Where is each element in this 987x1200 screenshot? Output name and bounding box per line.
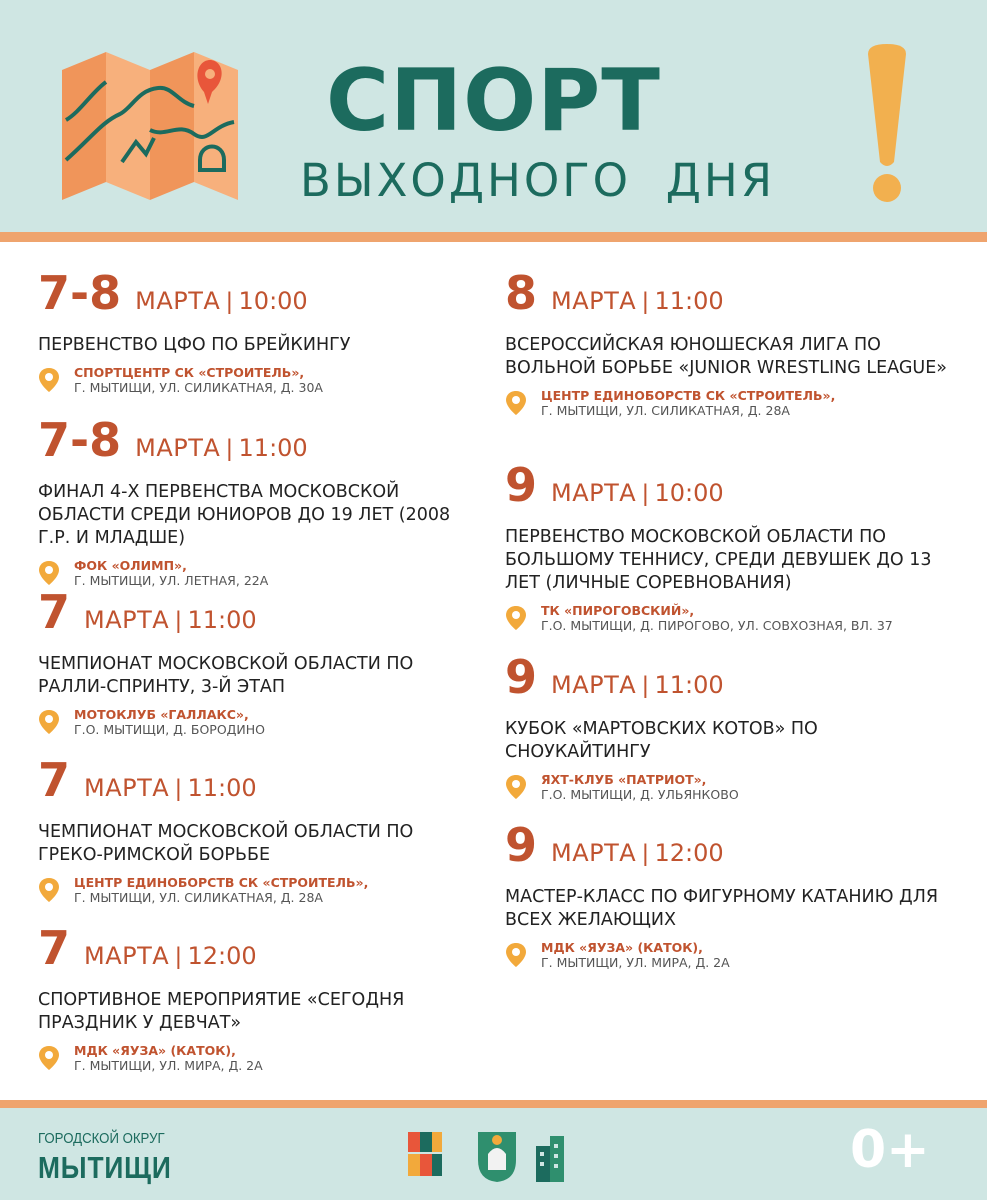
location-pin-icon [505,390,527,416]
event-month: МАРТА [84,774,170,802]
event-title: СПОРТИВНОЕ МЕРОПРИЯТИЕ «СЕГОДНЯ ПРАЗДНИК У ДЕВЧАТ» [38,990,405,1033]
event-month: МАРТА [551,671,637,699]
footer-city-name: МЫТИЩИ [38,1150,172,1185]
event-title: МАСТЕР-КЛАСС ПО ФИГУРНОМУ КАТАНИЮ ДЛЯ ВСЕХ ЖЕЛАЮЩИХ [505,887,939,930]
events-column-right [505,266,965,982]
event-day: 7 [38,585,71,639]
footer-district-label: ГОРОДСКОЙ ОКРУГ [38,1130,165,1147]
footer-divider [0,1100,987,1108]
event-title: ВСЕРОССИЙСКАЯ ЮНОШЕСКАЯ ЛИГА ПО ВОЛЬНОЙ БОРЬБЕ «JUNIOR WRESTLING LEAGUE» [505,335,947,378]
building-logo-icon [536,1136,564,1182]
event-item [38,753,483,925]
event-separator: | [226,288,233,315]
event-item [505,650,965,822]
event-item [38,921,483,1085]
venue-name: ЯХТ-КЛУБ «ПАТРИОТ», [541,772,707,787]
location-pin-icon [38,560,60,586]
event-time: 11:00 [654,287,724,315]
event-day: 9 [505,650,538,704]
event-month: МАРТА [135,434,221,462]
event-separator: | [642,288,649,315]
event-time: 10:00 [238,287,308,315]
event-title: КУБОК «МАРТОВСКИХ КОТОВ» ПО СНОУКАЙТИНГУ [505,719,818,762]
event-time: 10:00 [654,479,724,507]
venue-name: ЦЕНТР ЕДИНОБОРСТВ СК «СТРОИТЕЛЬ», [541,388,836,403]
location-pin-icon [505,942,527,968]
venue-name: МДК «ЯУЗА» (КАТОК), [74,1043,236,1058]
venue-name: МОТОКЛУБ «ГАЛЛАКС», [74,707,249,722]
event-day: 7 [38,921,71,975]
mytishchi-logo-icon [408,1132,442,1176]
event-date [38,266,483,328]
event-day: 7-8 [38,266,122,320]
venue-address: Г.О. МЫТИЩИ, Д. УЛЬЯНКОВО [541,787,739,802]
location-pin-icon [38,1045,60,1071]
age-rating-badge: 0+ [850,1120,930,1180]
exclamation-icon [864,44,910,204]
location-pin-icon [38,709,60,735]
event-separator: | [175,607,182,634]
event-title: ПЕРВЕНСТВО МОСКОВСКОЙ ОБЛАСТИ ПО БОЛЬШОМУ ТЕННИСУ, СРЕДИ ДЕВУШЕК ДО 13 ЛЕТ (ЛИЧНЫЕ СОРЕВНОВАНИЯ) [505,527,932,593]
page-subtitle: ВЫХОДНОГО ДНЯ [300,154,775,207]
event-date [505,266,965,328]
venue-name: СПОРТЦЕНТР СК «СТРОИТЕЛЬ», [74,365,305,380]
venue-name: ТК «ПИРОГОВСКИЙ», [541,603,695,618]
event-item [505,458,965,654]
event-item [38,266,483,417]
event-date [505,818,965,880]
event-venue [38,1043,483,1073]
event-venue [505,603,965,633]
event-month: МАРТА [84,606,170,634]
partner-logos-icon [408,1124,573,1184]
event-item [505,818,965,982]
venue-address: Г. МЫТИЩИ, УЛ. СИЛИКАТНАЯ, Д. 28А [541,403,790,418]
header-divider [0,232,987,242]
event-venue [38,875,483,905]
event-separator: | [175,775,182,802]
venue-address: Г. МЫТИЩИ, УЛ. ЛЕТНАЯ, 22А [74,573,269,588]
location-pin-icon [38,367,60,393]
event-time: 11:00 [238,434,308,462]
event-time: 11:00 [654,671,724,699]
event-date [505,650,965,712]
event-venue [38,365,483,395]
venue-address: Г. МЫТИЩИ, УЛ. СИЛИКАТНАЯ, Д. 30А [74,380,323,395]
event-day: 9 [505,818,538,872]
event-time: 12:00 [187,942,257,970]
event-separator: | [226,435,233,462]
page-title: СПОРТ [326,51,661,151]
event-day: 8 [505,266,538,320]
event-venue [38,707,483,737]
location-pin-icon [505,605,527,631]
event-separator: | [642,840,649,867]
event-day: 7 [38,753,71,807]
event-date [38,921,483,983]
event-item [38,413,483,589]
events-column-left [38,266,483,1085]
venue-name: МДК «ЯУЗА» (КАТОК), [541,940,703,955]
event-date [505,458,965,520]
event-month: МАРТА [551,287,637,315]
location-pin-icon [38,877,60,903]
event-separator: | [175,943,182,970]
event-date [38,585,483,647]
event-venue [505,388,965,418]
event-month: МАРТА [551,839,637,867]
event-title: ЧЕМПИОНАТ МОСКОВСКОЙ ОБЛАСТИ ПО ГРЕКО-РИМСКОЙ БОРЬБЕ [38,822,414,865]
event-venue [505,772,965,802]
venue-address: Г. МЫТИЩИ, УЛ. МИРА, Д. 2А [74,1058,263,1073]
venue-address: Г.О. МЫТИЩИ, Д. ПИРОГОВО, УЛ. СОВХОЗНАЯ, ВЛ. 37 [541,618,893,633]
event-item [38,585,483,757]
event-time: 11:00 [187,606,257,634]
event-day: 9 [505,458,538,512]
event-title: ПЕРВЕНСТВО ЦФО ПО БРЕЙКИНГУ [38,335,351,355]
coat-of-arms-icon [478,1132,516,1182]
venue-address: Г. МЫТИЩИ, УЛ. МИРА, Д. 2А [541,955,730,970]
event-date [38,753,483,815]
event-separator: | [642,480,649,507]
event-title: ЧЕМПИОНАТ МОСКОВСКОЙ ОБЛАСТИ ПО РАЛЛИ-СПРИНТУ, 3-Й ЭТАП [38,654,414,697]
event-item [505,266,965,462]
event-venue [38,558,483,588]
event-month: МАРТА [84,942,170,970]
event-separator: | [642,672,649,699]
venue-name: ЦЕНТР ЕДИНОБОРСТВ СК «СТРОИТЕЛЬ», [74,875,369,890]
venue-address: Г.О. МЫТИЩИ, Д. БОРОДИНО [74,722,266,737]
event-month: МАРТА [551,479,637,507]
venue-name: ФОК «ОЛИМП», [74,558,187,573]
venue-address: Г. МЫТИЩИ, УЛ. СИЛИКАТНАЯ, Д. 28А [74,890,323,905]
event-time: 12:00 [654,839,724,867]
event-month: МАРТА [135,287,221,315]
event-time: 11:00 [187,774,257,802]
event-title: ФИНАЛ 4-Х ПЕРВЕНСТВА МОСКОВСКОЙ ОБЛАСТИ СРЕДИ ЮНИОРОВ ДО 19 ЛЕТ (2008 Г.Р. И МЛАДШЕ) [38,482,451,548]
location-pin-icon [505,774,527,800]
event-venue [505,940,965,970]
event-day: 7-8 [38,413,122,467]
event-date [38,413,483,475]
